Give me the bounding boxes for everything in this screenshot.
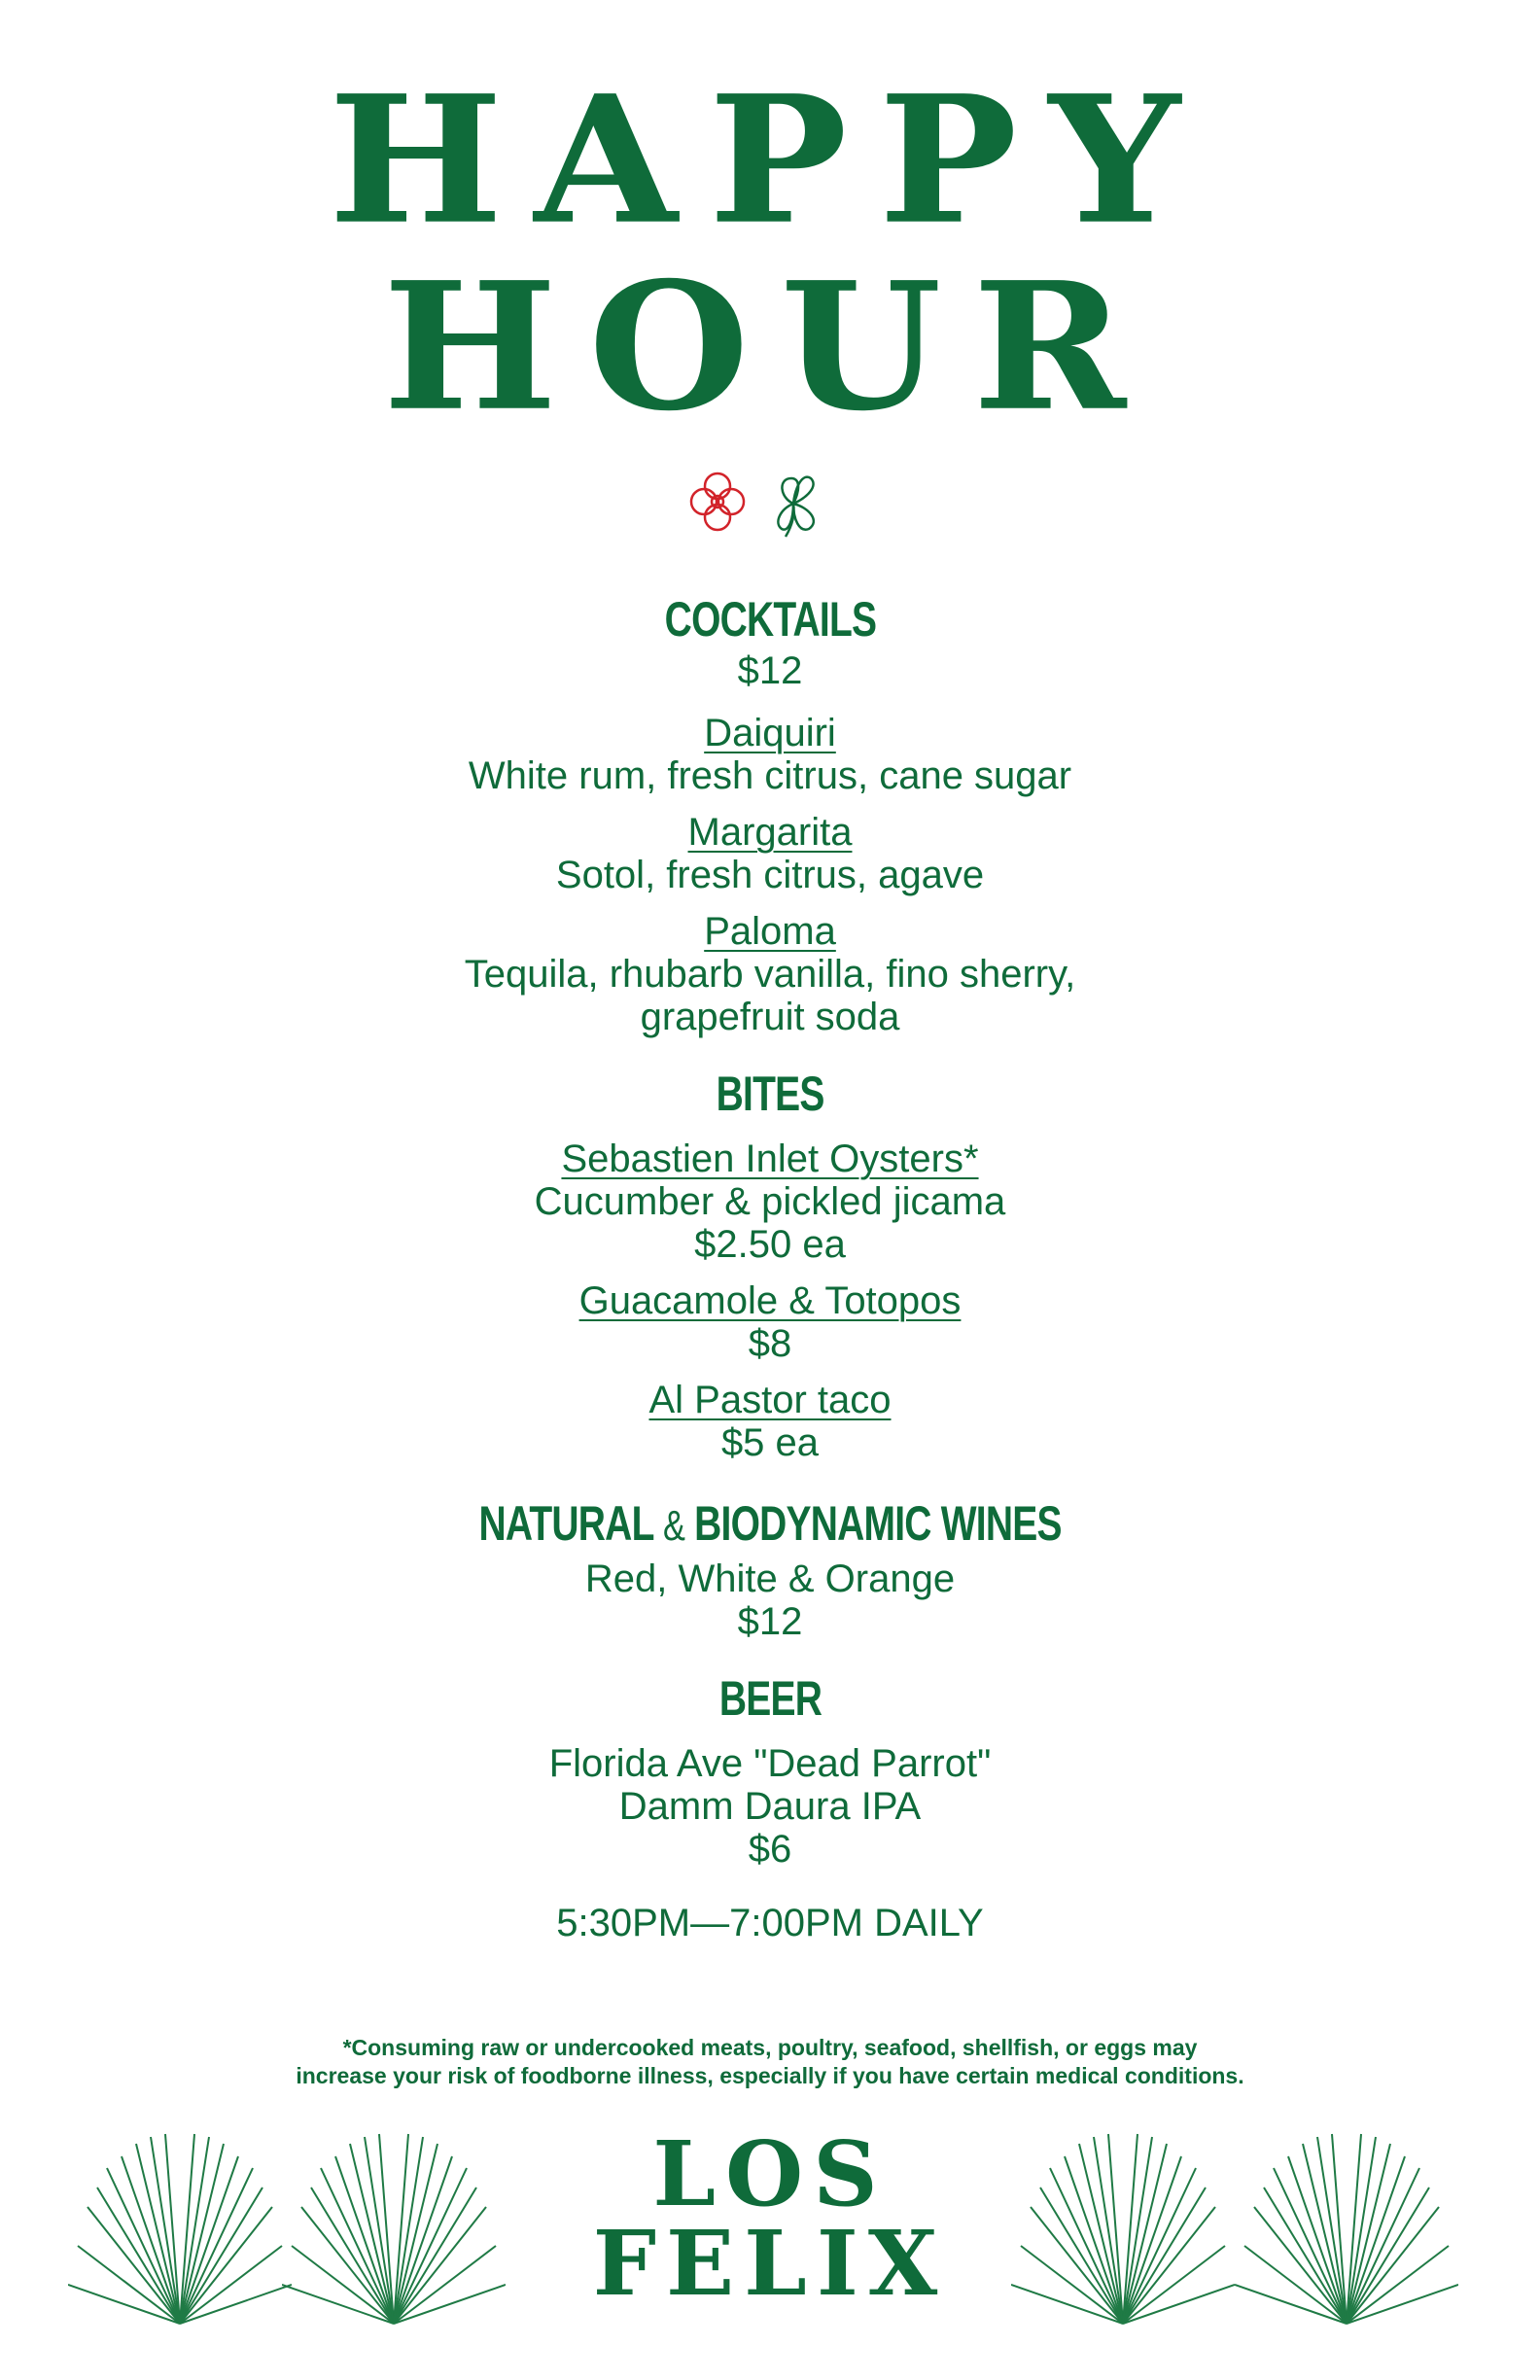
menu-content	[0, 583, 1540, 1944]
bite-desc: Cucumber & pickled jicama	[534, 1180, 1006, 1223]
brand-logo-los: LOS	[652, 2121, 888, 2226]
beer-item: Damm Daura IPA	[618, 1785, 922, 1828]
footnote-line: increase your risk of foodborne illness, especially if you have certain medical conditions.	[296, 2063, 1244, 2088]
wines-heading-a: NATURAL	[478, 1496, 653, 1551]
bite-price: $5 ea	[720, 1421, 820, 1464]
beer-item: Florida Ave "Dead Parrot"	[548, 1742, 992, 1785]
wines-heading-amp: &	[662, 1502, 685, 1550]
cocktail-desc: Tequila, rhubarb vanilla, fino sherry,	[464, 953, 1076, 996]
cocktail-name: Margarita	[687, 811, 853, 854]
bite-price: $8	[748, 1322, 792, 1365]
cocktail-desc-cont: grapefruit soda	[640, 996, 900, 1038]
title-hour: HOUR	[382, 243, 1158, 450]
cocktails-heading: COCKTAILS	[664, 592, 876, 647]
bites-heading: BITES	[716, 1067, 824, 1121]
bite-name: Guacamole & Totopos	[578, 1279, 962, 1322]
bite-name: Sebastien Inlet Oysters*	[561, 1138, 979, 1180]
wines-desc: Red, White & Orange	[584, 1558, 956, 1600]
beer-price: $6	[748, 1828, 792, 1871]
cocktail-desc: Sotol, fresh citrus, agave	[555, 854, 985, 896]
brand-logo-felix: FELIX	[592, 2211, 948, 2316]
title-happy: HAPPY	[328, 56, 1212, 263]
wines-heading-b: BIODYNAMIC WINES	[694, 1496, 1062, 1551]
clover-icon	[691, 473, 744, 530]
footnote-line: *Consuming raw or undercooked meats, poultry, seafood, shellfish, or eggs may	[342, 2035, 1198, 2060]
wines-heading	[478, 1496, 1062, 1551]
footnote	[0, 2034, 1540, 2090]
cocktail-name: Paloma	[704, 910, 836, 953]
clovers-decoration	[682, 465, 858, 542]
cocktail-desc: White rum, fresh citrus, cane sugar	[468, 754, 1072, 797]
hours-text: 5:30PM—7:00PM DAILY	[556, 1902, 984, 1944]
cocktail-name: Daiquiri	[704, 712, 836, 754]
shamrock-icon	[778, 477, 813, 537]
bite-name: Al Pastor taco	[648, 1379, 892, 1421]
wines-price: $12	[737, 1600, 803, 1643]
bite-price: $2.50 ea	[694, 1223, 846, 1266]
beer-heading: BEER	[718, 1671, 822, 1726]
cocktails-price: $12	[737, 649, 803, 692]
